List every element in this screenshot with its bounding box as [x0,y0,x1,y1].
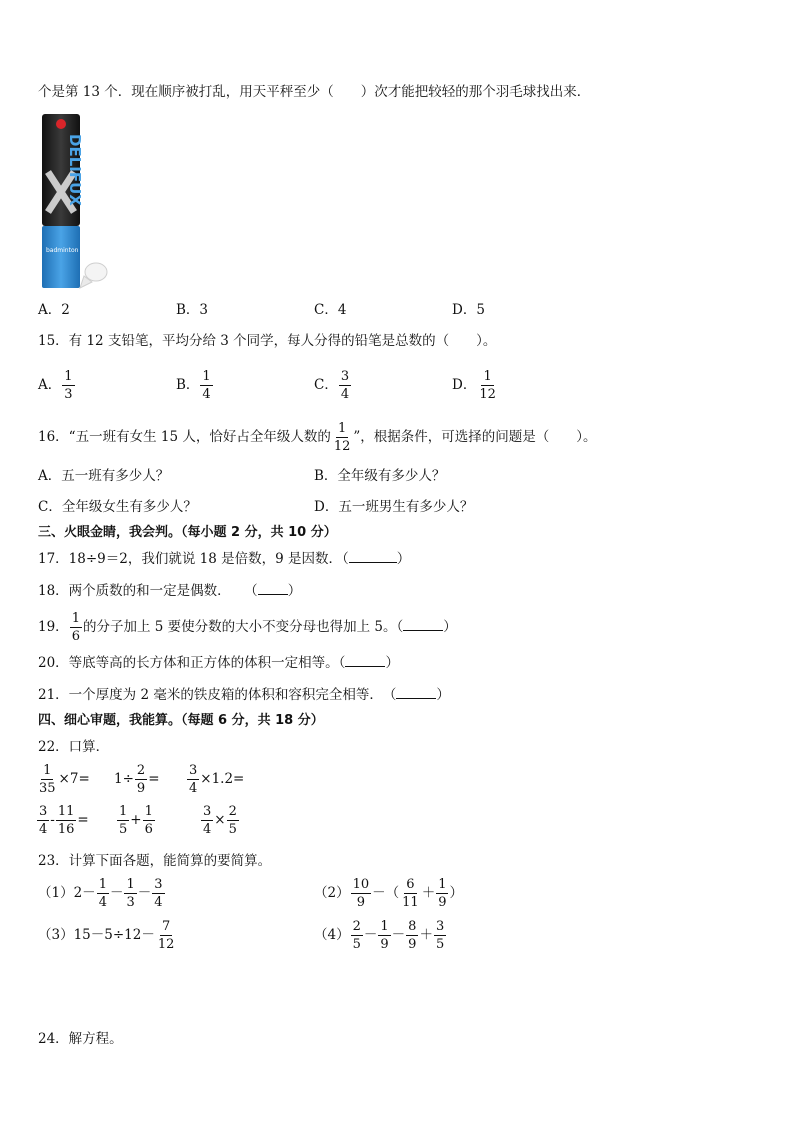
q16-stem: 16．“五一班有女生 15 人，恰好占全年级人数的 $\frac{1}{12}$ ”，根据条件，可选择的问题是（ ）。 [38,421,597,454]
q23-problem-2: （2） $\frac{10}{9}$ －（ $\frac{6}{11}$ ＋ $\frac{1}{9}$ ） [314,877,463,910]
q22-item-3: $\frac{3}{4}$ ×1.2= [189,763,245,796]
tube-subtitle-text: badminton [46,247,79,254]
q23-title: 23．计算下面各题，能简算的要简算。 [38,853,272,869]
q22-item-2: 1÷ $\frac{2}{9}$ = [114,763,160,796]
q14-stem-tail: 个是第 13 个．现在顺序被打乱，用天平秤至少（ ）次才能把较轻的那个羽毛球找出来． [38,84,591,100]
q16-option-a[interactable]: A．五一班有多少人？ [38,468,170,484]
section-4-heading: 四、细心审题，我能算。（每题 6 分，共 18 分） [38,713,324,728]
q23-problem-3: （3）15－5÷12－ $\frac{7}{12}$ [38,919,175,952]
q23-problem-4: （4） $\frac{2}{5}$ － $\frac{1}{9}$ － $\frac{8}{9}$ ＋ $\frac{3}{5}$ [314,919,445,952]
q15-option-d[interactable]: D． $\frac{1}{12}$ [452,369,496,402]
q15-option-b[interactable]: B． $\frac{1}{4}$ [176,369,211,402]
q17-answer-blank[interactable] [349,550,397,563]
q19-stem: 19． $\frac{1}{6}$ 的分子加上 5 要使分数的大小不变分母也得加上 5。（ ） [38,611,457,644]
q22-item-5: $\frac{1}{5}$ + $\frac{1}{6}$ [119,804,153,837]
q22-item-1: $\frac{1}{35}$ ×7= [39,763,90,796]
tube-brand-text: DELIFUX [66,134,84,206]
q17-stem: 17．18÷9＝2，我们就说 18 是倍数，9 是因数．（ ） [38,551,411,567]
q16-option-b[interactable]: B．全年级有多少人？ [314,468,446,484]
q14-option-c[interactable]: C．4 [314,302,347,318]
q22-title: 22．口算． [38,739,110,755]
q20-answer-blank[interactable] [345,654,385,667]
q14-option-a[interactable]: A．2 [38,302,70,318]
q23-problem-1: （1）2－ $\frac{1}{4}$ － $\frac{1}{3}$ － $\frac{3}{4}$ [38,877,163,910]
q16-option-d[interactable]: D．五一班男生有多少人？ [314,499,474,515]
q18-answer-blank[interactable] [258,582,288,595]
q14-option-d[interactable]: D．5 [452,302,485,318]
q24-title: 24．解方程。 [38,1031,123,1047]
q15-option-c[interactable]: C． $\frac{3}{4}$ [314,369,350,402]
q18-stem: 18．两个质数的和一定是偶数． （ ） [38,583,302,599]
q15-stem: 15．有 12 支铅笔，平均分给 3 个同学，每人分得的铅笔是总数的（ ）。 [38,333,497,349]
shuttlecock-tube-image [40,112,108,292]
q21-answer-blank[interactable] [396,686,436,699]
section-3-heading: 三、火眼金睛，我会判。（每小题 2 分，共 10 分） [38,525,337,540]
q20-stem: 20．等底等高的长方体和正方体的体积一定相等。（ ） [38,655,399,671]
q14-option-b[interactable]: B．3 [176,302,209,318]
q19-answer-blank[interactable] [403,618,443,631]
q22-item-4: $\frac{3}{4}$ - $\frac{11}{16}$ = [39,804,89,837]
q22-item-6: $\frac{3}{4}$ × $\frac{2}{5}$ [203,804,237,837]
q15-option-a[interactable]: A． $\frac{1}{3}$ [38,369,73,402]
q21-stem: 21．一个厚度为 2 毫米的铁皮箱的体积和容积完全相等． （ ） [38,687,450,703]
q16-option-c[interactable]: C．全年级女生有多少人？ [38,499,197,515]
